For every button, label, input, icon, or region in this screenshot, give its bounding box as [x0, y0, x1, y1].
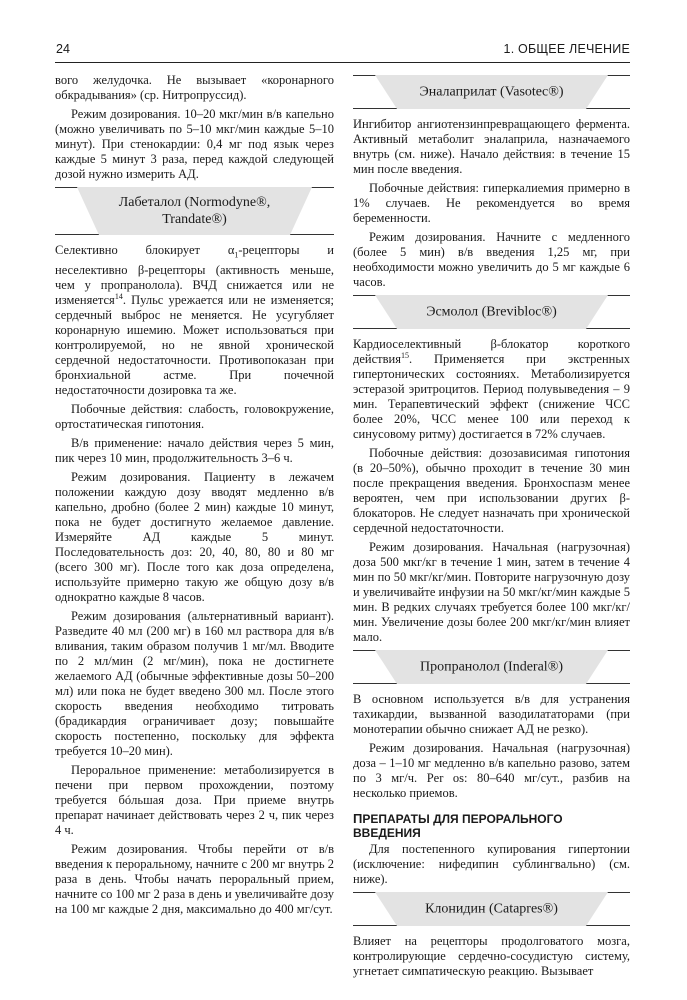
drug-heading-label: Эналаприлат (Vasotec®)	[419, 84, 564, 100]
drug-heading-labetalol	[55, 187, 334, 235]
paragraph: Побочные действия: слабость, головокружение, ортостатическая гипотония.	[55, 401, 334, 431]
chapter-title: 1. ОБЩЕЕ ЛЕЧЕНИЕ	[503, 42, 630, 56]
paragraph: Побочные действия: гиперкалиемия примерно в 1% случаев. Не рекомендуется во время беременности.	[353, 181, 630, 225]
paragraph: Режим дозирования. Чтобы перейти от в/в введения к пероральному, начните с 200 мг внутрь 2 раза в день. Чтобы начать пероральный прием, начните со 100 мг 2 раза в день и увеличивайте дозу на 100 мг каждые 2 дня, максимально до 400 мг/сут.	[55, 841, 334, 916]
paragraph: Влияет на рецепторы продолговатого мозга, контролирующие сердечно-сосудистую систему, угнетает симпатическую реакцию. Вызывает	[353, 934, 630, 978]
paragraph: Для постепенного купирования гипертонии (исключение: нифедипин сублингвально) (см. ниже).	[353, 842, 630, 886]
paragraph: Режим дозирования. Пациенту в лежачем положении каждую дозу вводят медленно в/в капельно, дробно (более 2 мин) каждые 10 минут, пока не будет достигнуто желаемое давление. Измеряйте АД каждые 5 минут. Последовательность доз: 20, 40, 80, 80 и 80 мг (всего 300 мг). После того как доза определена, используйте примерно такую же общую дозу в/в однократно каждые 8 часов.	[55, 469, 334, 604]
paragraph: Режим дозирования. Начальная (нагрузочная) доза – 1–10 мг медленно в/в капельно разово, затем по 3 мг/ч. Per os: 80–640 мг/сут., разбив на несколько приемов.	[353, 741, 630, 800]
drug-heading-enalaprilat	[353, 75, 630, 109]
paragraph: вого желудочка. Не вызывает «коронарного обкрадывания» (ср. Нитропруссид).	[55, 73, 334, 102]
paragraph: Ингибитор ангиотензинпревращающего фермента. Активный метаболит эналаприла, назначаемого внутрь (см. ниже). Начало действия: в течение 15 мин после введения.	[353, 117, 630, 176]
drug-heading-esmolol	[353, 295, 630, 329]
drug-heading-propranolol	[353, 650, 630, 684]
left-column	[55, 73, 334, 921]
drug-heading-label: Клонидин (Catapres®)	[425, 901, 558, 917]
paragraph: Пероральное применение: метаболизируется в печени при первом прохождении, поэтому требуется бóльшая доза. При приеме внутрь препарат начинает действовать через 2 ч, пик через 4 ч.	[55, 762, 334, 837]
drug-heading-label: Эсмолол (Brevibloc®)	[426, 304, 557, 320]
paragraph: Селективно блокирует $\alpha_1$-рецепторы и неселективно β-рецепторы (активность меньше, чем у пропранолола). ВЧД снижается или не изменяется$^{14}$. Пульс урежается или не изменяется; сердечный выброс не меняется. Не усугубляет коронарную ишемию. Может использоваться при контролируемой, но не явной хронической сердечной недостаточности. Противопоказан при бронхиальной астме. При почечной недостаточности дозировка та же.	[55, 243, 334, 397]
paragraph: В/в применение: начало действия через 5 мин, пик через 10 мин, продолжительность 3–6 ч.	[55, 435, 334, 465]
paragraph: Режим дозирования. Начальная (нагрузочная) доза 500 мкг/кг в течение 1 мин, затем в течение 4 мин по 50 мкг/кг/мин. Повторите нагрузочную дозу и увеличивайте инфузии на 50 мкг/кг/мин каждые 5 мин. В редких случаях требуется более 100 мкг/кг/мин. Увеличение дозы более 200 мкг/кг/мин влияет мало.	[353, 540, 630, 644]
paragraph: Кардиоселективный β-блокатор короткого действия$^{15}$. Применяется при экстренных гипертонических состояниях. Метаболизируется эстеразой эритроцитов. Период полувыведения – 9 мин. Терапевтический эффект (снижение ЧСС более 20%, ЧСС менее 100 или переход к синусовому ритму) достигается в 72% случаев.	[353, 337, 630, 441]
paragraph: Режим дозирования. 10–20 мкг/мин в/в капельно (можно увеличивать по 5–10 мкг/мин каждые 5–10 минут). При стенокардии: 0,4 мг под язык через каждые 5 минут 3 раза, перед каждой следующей дозой нужно измерить АД.	[55, 107, 334, 181]
page-header	[55, 40, 630, 63]
drug-heading-label: Пропранолол (Inderal®)	[419, 659, 563, 675]
paragraph: Побочные действия: дозозависимая гипотония (в 20–50%), обычно проходит в течение 30 мин после прекращения введения. Бронхоспазм менее вероятен, чем при использовании других β-блокаторов. Не следует назначать при хронической сердечной недостаточности.	[353, 446, 630, 535]
page-number: 24	[56, 42, 70, 56]
drug-heading-label: Лабеталол (Normodyne®, Trandate®)	[118, 195, 271, 227]
right-column	[353, 73, 630, 983]
paragraph: Режим дозирования. Начните с медленного (более 5 мин) в/в введения 1,25 мг, при необходимости можно увеличить до 5 мг каждые 6 часов.	[353, 230, 630, 289]
section-heading: ПРЕПАРАТЫ ДЛЯ ПЕРОРАЛЬНОГО ВВЕДЕНИЯ	[353, 811, 563, 840]
paragraph: В основном используется в/в для устранения тахикардии, вызванной вазодилататорами (при монотерапии обычно снижает АД не резко).	[353, 692, 630, 736]
drug-heading-clonidine	[353, 892, 630, 926]
paragraph: Режим дозирования (альтернативный вариант). Разведите 40 мл (200 мг) в 160 мл раствора для в/в вливания, таким образом получив 1 мг/мл. Вводите по 2 мл/мин (2 мг/мин), пока не достигнете желаемого АД (обычные эффективные дозы 50–200 мл) или пока не будет введено 300 мл. После этого скорость введения необходимо титровать (брадикардия ограничивает дозу; повышайте скорость постепенно, поскольку для эффекта требуется 10–20 мин).	[55, 608, 334, 758]
